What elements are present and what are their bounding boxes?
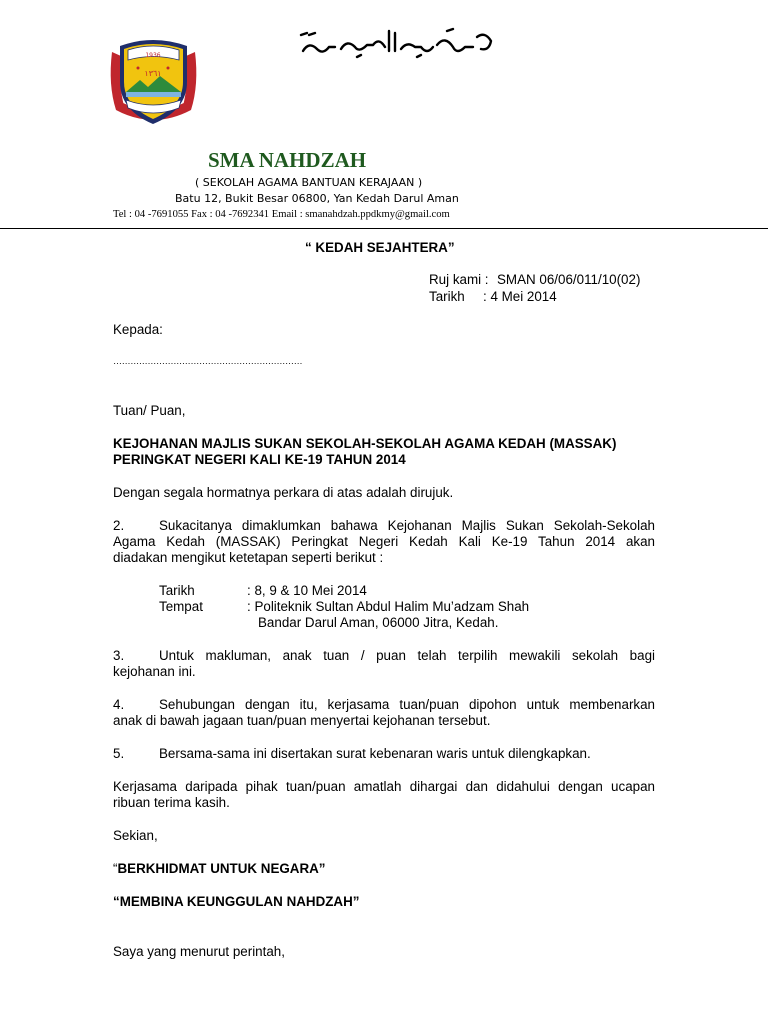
salutation: Tuan/ Puan, [113,403,186,418]
subject-line-2: PERINGKAT NEGERI KALI KE-19 TAHUN 2014 [113,452,406,467]
paragraph-5-number: 5. [113,746,125,761]
svg-text:١٣٦١: ١٣٦١ [144,69,162,78]
event-date-value: : 8, 9 & 10 Mei 2014 [247,583,367,598]
paragraph-3-number: 3. [113,648,125,663]
school-address: Batu 12, Bukit Besar 06800, Yan Kedah Darul Aman [175,192,459,205]
paragraph-6-line-1: Kerjasama daripada pihak tuan/puan amatlah dihargai dan didahului dengan ucapan [113,779,655,794]
paragraph-1: Dengan segala hormatnya perkara di atas adalah dirujuk. [113,485,454,500]
recipient-blank-line: ………………………………………………………… [113,356,303,366]
paragraph-4-line-2: anak di bawah jagaan tuan/puan menyertai kejohanan tersebut. [113,713,491,728]
date-label: Tarikh [429,289,465,304]
paragraph-3-line-2: kejohanan ini. [113,664,196,679]
school-subtitle: ( SEKOLAH AGAMA BANTUAN KERAJAAN ) [195,176,423,189]
paragraph-4-line-1: Sehubungan dengan itu, kerjasama tuan/puan dipohon untuk membenarkan [159,697,655,712]
school-crest-logo [106,30,201,130]
paragraph-2-number: 2. [113,518,125,533]
ref-value: SMAN 06/06/011/10(02) [497,272,641,287]
ref-label: Ruj kami : [429,272,489,287]
paragraph-3-line-1: Untuk makluman, anak tuan / puan telah terpilih mewakili sekolah bagi [159,648,655,663]
motto-membina: “MEMBINA KEUNGGULAN NAHDZAH” [113,894,360,909]
recipient-label: Kepada: [113,322,163,337]
paragraph-5-text: Bersama-sama ini disertakan surat kebenaran waris untuk dilengkapkan. [159,746,591,761]
paragraph-4-number: 4. [113,697,125,712]
paragraph-2-line-3: diadakan mengikut ketetapan seperti berikut : [113,550,384,565]
school-name: SMA NAHDZAH [208,148,367,172]
paragraph-2-line-1: Sukacitanya dimaklumkan bahawa Kejohanan Majlis Sukan Sekolah-Sekolah [159,518,655,533]
event-venue-label: Tempat [159,599,203,614]
paragraph-2-line-2: Agama Kedah (MASSAK) Peringkat Negeri Kedah Kali Ke-19 Tahun 2014 akan [113,534,655,549]
date-value: : 4 Mei 2014 [483,289,557,304]
subject-line-1: KEJOHANAN MAJLIS SUKAN SEKOLAH-SEKOLAH AGAMA KEDAH (MASSAK) [113,436,617,451]
paragraph-6-line-2: ribuan terima kasih. [113,795,230,810]
event-date-label: Tarikh [159,583,195,598]
closing-sekian: Sekian, [113,828,158,843]
arabic-calligraphy-name [297,25,497,63]
school-contact: Tel : 04 -7691055 Fax : 04 -7692341 Email : smanahdzah.ppdkmy@gmail.com [113,209,450,220]
signoff: Saya yang menurut perintah, [113,944,285,959]
svg-text:1936: 1936 [145,52,161,59]
kedah-motto: “ KEDAH SEJAHTERA” [305,240,455,255]
letterhead-divider [0,228,768,229]
event-venue-value-2: Bandar Darul Aman, 06000 Jitra, Kedah. [258,615,499,630]
motto-berkhidmat: “BERKHIDMAT UNTUK NEGARA” [113,861,326,876]
svg-text:مدرسة النهضة: مدرسة النهضة [394,59,400,60]
event-venue-value-1: : Politeknik Sultan Abdul Halim Mu’adzam Shah [247,599,530,614]
